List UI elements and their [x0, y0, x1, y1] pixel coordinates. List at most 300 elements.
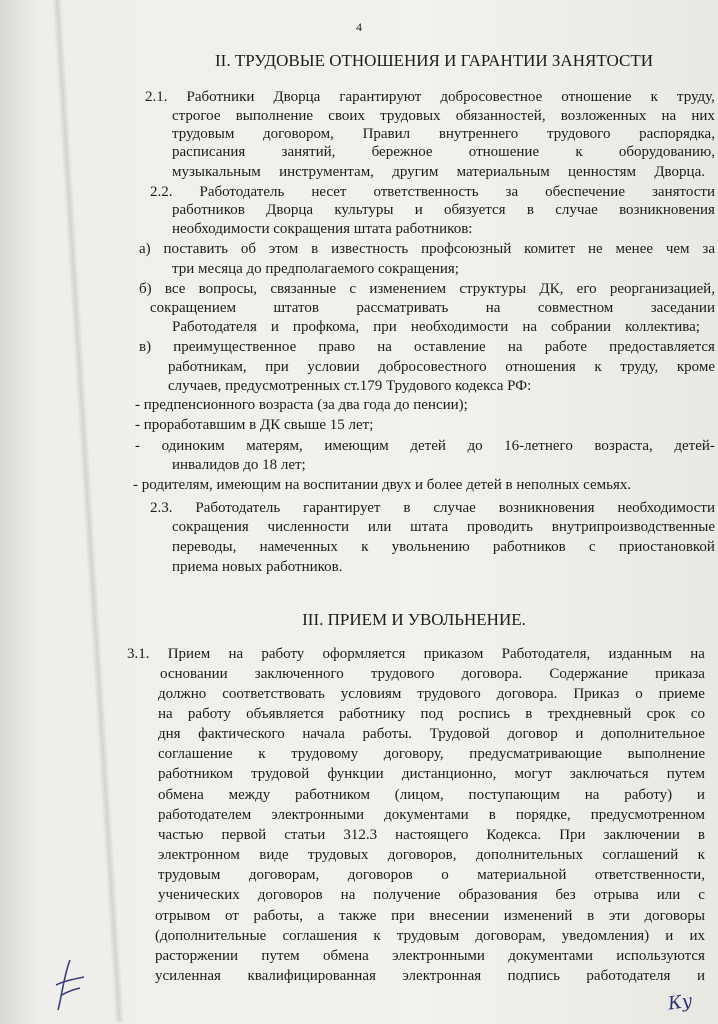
word: распорядка, [639, 126, 715, 142]
text-line [158, 846, 705, 864]
word: на [507, 339, 523, 355]
word: внутрипроизводственные [551, 519, 715, 535]
word: электронная [402, 968, 482, 984]
word: трудовым [158, 867, 221, 883]
word: приказом [423, 646, 484, 662]
word: б) [139, 281, 152, 297]
word: заключаться [569, 766, 649, 782]
word: трудового [417, 686, 481, 702]
word: и [270, 319, 279, 335]
word: в [525, 706, 533, 722]
text-line [155, 927, 705, 945]
word: приеме [658, 686, 705, 702]
word: обязуется [444, 202, 506, 218]
word: соглашения [282, 928, 358, 944]
text-line: - родителям, имеющим на воспитании двух и более детей в неполных семьях. [133, 477, 632, 493]
text-line [145, 88, 715, 106]
word: Работодателя [172, 319, 257, 335]
text-line [158, 685, 705, 703]
word: материальным [456, 164, 550, 180]
word: случае [555, 202, 598, 218]
word: документами [384, 807, 469, 823]
word: ответственности, [594, 867, 705, 883]
word: трудовым [396, 928, 460, 944]
page-fold-shadow [52, 0, 124, 1022]
word: случае [433, 500, 476, 516]
word: имеющим [324, 438, 389, 454]
word: Дворца. [654, 164, 705, 180]
word: (лицом, [394, 787, 444, 803]
word: выполнение [235, 108, 314, 124]
word: его [576, 281, 597, 297]
margin-initials-mark [50, 955, 90, 1015]
word: менее [615, 241, 654, 257]
word: и [696, 787, 705, 803]
text-line [158, 725, 705, 743]
word: или [367, 519, 392, 535]
text-line: - проработавшим в ДК свыше 15 лет; [135, 417, 374, 433]
word: сокращением [150, 300, 237, 316]
word: труду, [620, 359, 659, 375]
word: в [587, 908, 595, 924]
section-3-heading: III. ПРИЕМ И УВОЛЬНЕНИЕ. [302, 610, 526, 629]
corner-signature [667, 990, 694, 1014]
word: Работники [186, 89, 255, 105]
word: работником [295, 787, 370, 803]
signature-text: Ку [666, 990, 694, 1015]
word: оборудованию, [618, 144, 715, 160]
word: 3.1. [127, 646, 150, 662]
word: и [575, 726, 584, 742]
word: дополнительных [475, 847, 583, 863]
word: этом [268, 241, 299, 257]
word: на [661, 108, 677, 124]
word: поставить [163, 241, 228, 257]
word: об [240, 241, 256, 257]
word: дополнительное [600, 726, 705, 742]
word: собрании [551, 319, 612, 335]
word: право [318, 339, 356, 355]
word: музыкальным [172, 164, 261, 180]
word: работодателем [158, 807, 252, 823]
word: Приказ [573, 686, 620, 702]
word: предусматривающие [469, 746, 602, 762]
word: работников [172, 202, 245, 218]
word: за [702, 241, 715, 257]
word: работе [544, 339, 587, 355]
word: к [575, 144, 583, 160]
word: предоставляется [609, 339, 715, 355]
word: коллектива; [625, 319, 700, 335]
word: электронном [158, 847, 240, 863]
word: штата [410, 519, 449, 535]
word: к [361, 539, 369, 555]
word: заключенного [254, 666, 344, 682]
text-line: - предпенсионного возраста (за два года до пенсии); [135, 397, 468, 413]
word: с [349, 281, 357, 297]
word: от [224, 908, 239, 924]
word: работнику [338, 706, 406, 722]
word: работу [187, 706, 231, 722]
word: Правил [362, 126, 411, 142]
word: подпись [507, 968, 560, 984]
text-line [127, 645, 705, 663]
text-line [158, 765, 705, 783]
word: к [697, 847, 705, 863]
word: детей- [674, 438, 715, 454]
text-line: приема новых работников. [172, 559, 343, 575]
word: договоров, [387, 847, 457, 863]
word: гарантирует [303, 500, 381, 516]
text-line [158, 806, 705, 824]
word: работу) [624, 787, 673, 803]
word: сокращения [172, 519, 249, 535]
word: заседании [650, 300, 715, 316]
word: переводы, [172, 539, 237, 555]
word: соглашение [158, 746, 233, 762]
word: профкома, [292, 319, 360, 335]
word: отношения [505, 359, 576, 375]
word: договор [507, 726, 558, 742]
word: них [691, 108, 715, 124]
text-line: случаев, предусмотренных ст.179 Трудового кодекса РФ: [168, 378, 532, 394]
word: несет [311, 184, 347, 200]
word: (дополнительные [155, 928, 267, 944]
word: на [228, 646, 244, 662]
word: функции [327, 766, 384, 782]
word: обеспечение [545, 184, 625, 200]
word: инструментам, [279, 164, 374, 180]
word: отношение [561, 89, 632, 105]
word: трудовых [308, 847, 369, 863]
word: 2.1. [145, 89, 168, 105]
word: работником [158, 766, 233, 782]
word: необходимости [617, 500, 715, 516]
text-line [158, 866, 705, 884]
word: договору, [383, 746, 444, 762]
word: в [311, 241, 319, 257]
word: 312.3 [343, 827, 378, 843]
word: их [689, 928, 705, 944]
word: частью [158, 827, 204, 843]
word: договоры [644, 908, 705, 924]
text-line [158, 786, 705, 804]
word: до [467, 438, 483, 454]
word: срок [646, 706, 676, 722]
word: трудовым [172, 126, 235, 142]
text-line [155, 967, 705, 985]
word: объявляется [246, 706, 324, 722]
word: Работодателя, [501, 646, 591, 662]
word: обмена [158, 787, 204, 803]
word: с [588, 539, 596, 555]
word: электронными [271, 807, 365, 823]
word: трехдневный [547, 706, 632, 722]
text-line [172, 318, 700, 336]
word: оформляется [322, 646, 406, 662]
word: договора. [496, 686, 558, 702]
word: структуры [459, 281, 527, 297]
text-line [139, 240, 715, 258]
word: изменений [503, 908, 573, 924]
text-line [158, 745, 705, 763]
word: необходимости [410, 319, 509, 335]
word: культуры [334, 202, 394, 218]
word: ответственность [373, 184, 479, 200]
word: трудового [370, 666, 435, 682]
word: другим [392, 164, 439, 180]
word: квалифицированная [247, 968, 376, 984]
text-line [155, 907, 705, 925]
word: договором, [263, 126, 334, 142]
word: добросовестного [378, 359, 487, 375]
word: 2.2. [150, 184, 173, 200]
word: должно [158, 686, 207, 702]
word: намеченных [259, 539, 338, 555]
word: материальной [477, 867, 567, 883]
word: работу [261, 646, 305, 662]
word: эти [608, 908, 630, 924]
word: работникам, [168, 359, 247, 375]
word: основании [160, 666, 228, 682]
word: отрывом [155, 908, 211, 924]
text-line [158, 705, 705, 723]
word: трудовой [251, 766, 310, 782]
word: не [587, 241, 603, 257]
word: работы. [362, 726, 413, 742]
word: внесении [429, 908, 490, 924]
word: труду, [676, 89, 715, 105]
word: известность [331, 241, 409, 257]
word: штатов [273, 300, 319, 316]
text-line [158, 826, 705, 844]
word: условии [307, 359, 360, 375]
word: обязанностей, [455, 108, 546, 124]
text-line [172, 163, 705, 181]
word: на [158, 706, 173, 722]
word: возникновения [498, 500, 595, 516]
word: При [559, 827, 586, 843]
word: рассматривать [356, 300, 449, 316]
word: оставление [414, 339, 486, 355]
word: под [420, 706, 444, 722]
word: занятости [652, 184, 715, 200]
word: работодателя [586, 968, 671, 984]
text-line [158, 886, 705, 904]
word: трудовых [380, 108, 441, 124]
word: реорганизацией, [609, 281, 715, 297]
word: Кодекса. [486, 827, 542, 843]
text-line [172, 201, 715, 219]
word: между [228, 787, 271, 803]
word: занятий, [281, 144, 336, 160]
word: Работодатель [195, 500, 281, 516]
word: все [164, 281, 186, 297]
text-line [160, 665, 705, 683]
word: расторжении [155, 948, 239, 964]
word: первой [221, 827, 267, 843]
text-line [150, 299, 715, 317]
word: ценностям [568, 164, 637, 180]
word: при [373, 319, 397, 335]
word: поступающим [468, 787, 560, 803]
word: на [690, 646, 705, 662]
word: роспись [458, 706, 511, 722]
word: получение [373, 887, 441, 903]
word: на [522, 319, 538, 335]
word: в [526, 202, 534, 218]
word: увольнению [391, 539, 470, 555]
word: кроме [676, 359, 715, 375]
word: договорам, [475, 928, 546, 944]
word: в [488, 807, 496, 823]
word: профсоюзный [421, 241, 512, 257]
word: комитет [524, 241, 576, 257]
word: о [441, 867, 449, 883]
word: без [555, 887, 576, 903]
word: также [338, 908, 377, 924]
word: договоров [257, 887, 323, 903]
word: при [265, 359, 289, 375]
word: настоящего [395, 827, 469, 843]
word: путем [261, 948, 300, 964]
word: возложенных [560, 108, 647, 124]
text-line [168, 358, 715, 376]
word: строгое [172, 108, 221, 124]
word: в [403, 500, 411, 516]
word: работы, [253, 908, 303, 924]
word: совместном [537, 300, 614, 316]
word: Работодатель [199, 184, 285, 200]
word: договора. [461, 666, 523, 682]
word: виде [259, 847, 289, 863]
word: дня [158, 726, 181, 742]
word: выполнение [627, 746, 705, 762]
word: заключении [603, 827, 680, 843]
word: дистанционно, [401, 766, 497, 782]
text-line: инвалидов до 18 лет; [172, 457, 306, 473]
word: к [594, 359, 602, 375]
word: а) [139, 241, 151, 257]
word: 2.3. [150, 500, 173, 516]
word: - [135, 438, 140, 454]
text-line [150, 499, 715, 517]
section-2-heading: II. ТРУДОВЫЕ ОТНОШЕНИЯ И ГАРАНТИИ ЗАНЯТОСТИ [215, 51, 653, 70]
word: приказа [655, 666, 705, 682]
word: фактического [198, 726, 285, 742]
word: путем [666, 766, 705, 782]
word: Дворца [273, 89, 321, 105]
word: о [635, 686, 643, 702]
word: используются [616, 948, 705, 964]
word: бережное [371, 144, 433, 160]
word: начала [302, 726, 345, 742]
word: в) [139, 339, 152, 355]
word: возраста, [594, 438, 653, 454]
word: и [665, 928, 674, 944]
text-line [139, 280, 715, 298]
word: и [696, 968, 705, 984]
word: на [584, 787, 600, 803]
page-number: 4 [356, 20, 362, 34]
word: связанные [270, 281, 337, 297]
word: с [698, 887, 705, 903]
word: Дворца [266, 202, 314, 218]
word: численности [267, 519, 350, 535]
text-line: необходимости сокращения штата работников: [172, 221, 473, 237]
word: к [650, 89, 658, 105]
word: или [656, 887, 681, 903]
text-line [150, 183, 715, 201]
word: статьи [284, 827, 326, 843]
word: могут [514, 766, 552, 782]
word: при [391, 908, 415, 924]
word: образования [458, 887, 538, 903]
word: а [317, 908, 325, 924]
word: соглашений [602, 847, 679, 863]
word: за [505, 184, 519, 200]
word: отрыва [593, 887, 639, 903]
word: чем [665, 241, 690, 257]
word: усиленная [155, 968, 221, 984]
text-line [135, 437, 715, 455]
word: гарантируют [339, 89, 422, 105]
word: 16-летнего [504, 438, 573, 454]
text-line [172, 538, 715, 556]
word: приостановкой [618, 539, 715, 555]
word: в [697, 827, 705, 843]
word: условиям [340, 686, 402, 702]
word: предусмотренном [590, 807, 705, 823]
word: и [414, 202, 423, 218]
text-line [172, 518, 715, 536]
word: со [690, 706, 705, 722]
text-line [172, 107, 715, 125]
word: одиноким [161, 438, 225, 454]
word: добросовестное [440, 89, 543, 105]
word: вопросы, [198, 281, 258, 297]
word: на [340, 887, 356, 903]
word: ДК, [539, 281, 564, 297]
text-line: три месяца до предполагаемого сокращения; [172, 261, 459, 277]
word: расписания [172, 144, 246, 160]
word: порядке, [515, 807, 571, 823]
word: договорам, [248, 867, 320, 883]
word: своих [328, 108, 365, 124]
word: работников [492, 539, 566, 555]
word: Содержание [549, 666, 629, 682]
text-line [155, 947, 705, 965]
text-line [172, 125, 715, 143]
word: проводить [466, 519, 534, 535]
word: преимущественное [173, 339, 297, 355]
word: возникновения [619, 202, 715, 218]
word: на [485, 300, 501, 316]
text-line [172, 143, 715, 161]
word: электронными [392, 948, 485, 964]
word: изменением [369, 281, 447, 297]
word: обмена [322, 948, 369, 964]
word: ученических [158, 887, 240, 903]
text-line [139, 338, 715, 356]
word: внутреннего [438, 126, 519, 142]
word: договоров [347, 867, 413, 883]
word: трудовому [291, 746, 359, 762]
word: Трудовой [429, 726, 490, 742]
word: Прием [167, 646, 211, 662]
word: уведомления) [561, 928, 650, 944]
word: трудового [546, 126, 611, 142]
